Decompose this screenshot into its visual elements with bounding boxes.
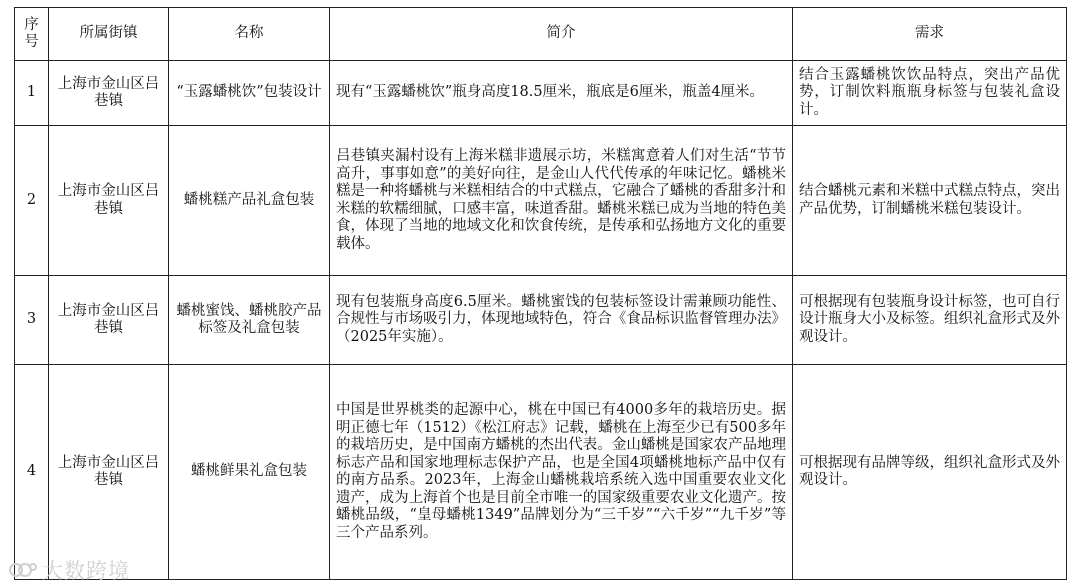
cell-name: “玉露蟠桃饮”包装设计 bbox=[169, 61, 330, 126]
cell-need: 可根据现有品牌等级，组织礼盒形式及外观设计。 bbox=[793, 365, 1067, 580]
cell-town: 上海市金山区吕巷镇 bbox=[49, 126, 169, 276]
cell-num: 4 bbox=[15, 365, 49, 580]
cell-town: 上海市金山区吕巷镇 bbox=[49, 61, 169, 126]
cell-town: 上海市金山区吕巷镇 bbox=[49, 365, 169, 580]
cell-name: 蟠桃糕产品礼盒包装 bbox=[169, 126, 330, 276]
header-num: 序号 bbox=[15, 8, 49, 61]
header-need: 需求 bbox=[793, 8, 1067, 61]
cell-need: 结合玉露蟠桃饮饮品特点，突出产品优势，订制饮料瓶瓶身标签与包装礼盒设计。 bbox=[793, 61, 1067, 126]
cell-num: 2 bbox=[15, 126, 49, 276]
cell-desc: 中国是世界桃类的起源中心，桃在中国已有4000多年的栽培历史。据明正德七年（1512）《松江府志》记载，蟠桃在上海至少已有500多年的栽培历史，是中国南方蟠桃的杰出代表。金山蟠桃是国家农产品地理标志产品和国家地理标志保护产品，也是全国4项蟠桃地标产品中仅有的南方品系。2023年，上海金山蟠桃栽培系统入选中国重要农业文化遗产，成为上海首个也是目前全市唯一的国家级重要农业文化遗产。按蟠桃品级，“皇母蟠桃1349”品牌划分为“三千岁”“六千岁”“九千岁”等三个产品系列。 bbox=[330, 365, 793, 580]
table-row bbox=[15, 61, 1067, 126]
cell-desc: 现有“玉露蟠桃饮”瓶身高度18.5厘米，瓶底是6厘米，瓶盖4厘米。 bbox=[330, 61, 793, 126]
table-row bbox=[15, 126, 1067, 276]
cell-desc: 吕巷镇夹漏村设有上海米糕非遗展示坊，米糕寓意着人们对生活“节节高升，事事如意”的美好向往，是金山人代代传承的年味记忆。蟠桃米糕是一种将蟠桃与米糕相结合的中式糕点，它融合了蟠桃的香甜多汁和米糕的软糯细腻，口感丰富，味道香甜。蟠桃米糕已成为当地的特色美食，体现了当地的地域文化和饮食传统，是传承和弘扬地方文化的重要载体。 bbox=[330, 126, 793, 276]
table-row bbox=[15, 276, 1067, 365]
requirements-table bbox=[14, 7, 1067, 580]
header-desc: 简介 bbox=[330, 8, 793, 61]
cell-town: 上海市金山区吕巷镇 bbox=[49, 276, 169, 365]
watermark-text: 大数跨境 bbox=[42, 559, 130, 583]
header-name: 名称 bbox=[169, 8, 330, 61]
cell-desc: 现有包装瓶身高度6.5厘米。蟠桃蜜饯的包装标签设计需兼顾功能性、合规性与市场吸引力，体现地域特色，符合《食品标识监督管理办法》（2025年实施）。 bbox=[330, 276, 793, 365]
cell-need: 结合蟠桃元素和米糕中式糕点特点，突出产品优势，订制蟠桃米糕包装设计。 bbox=[793, 126, 1067, 276]
header-row bbox=[15, 8, 1067, 61]
cell-num: 3 bbox=[15, 276, 49, 365]
header-town: 所属街镇 bbox=[49, 8, 169, 61]
cell-name: 蟠桃蜜饯、蟠桃胶产品标签及礼盒包装 bbox=[169, 276, 330, 365]
cell-name: 蟠桃鲜果礼盒包装 bbox=[169, 365, 330, 580]
cell-num: 1 bbox=[15, 61, 49, 126]
table-row bbox=[15, 365, 1067, 580]
cell-need: 可根据现有包装瓶身设计标签，也可自行设计瓶身大小及标签。组织礼盒形式及外观设计。 bbox=[793, 276, 1067, 365]
